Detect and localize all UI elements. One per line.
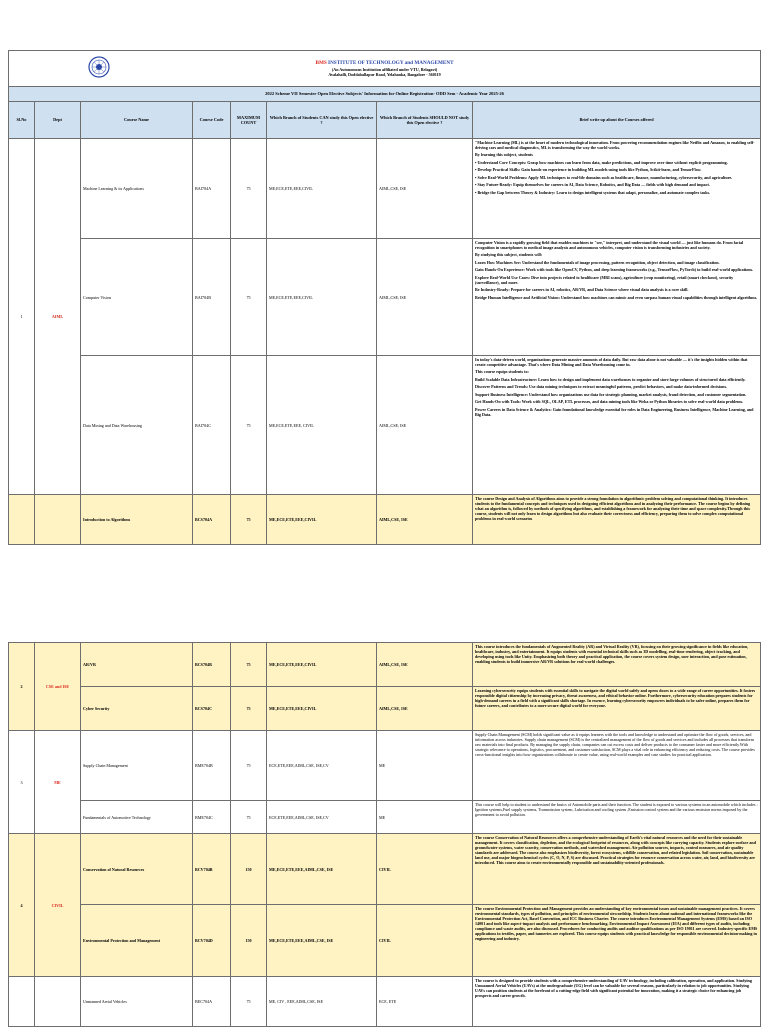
can-study: ME,ECE,ETE,EEE,AIML,CSE, ISE	[267, 834, 377, 905]
max-count: 75	[231, 801, 267, 834]
can-study: ECE,ETE,EEE,AIML,CSE, ISE,CV	[267, 731, 377, 801]
course-code: BME704B	[193, 731, 231, 801]
course-code: BCV704B	[193, 834, 231, 905]
should-not-study: AIML,CSE, ISE	[377, 687, 473, 731]
max-count: 150	[231, 905, 267, 977]
should-not-study: AIML,CSE, ISE	[377, 356, 473, 495]
col-slno: Sl.No	[9, 102, 35, 139]
can-study: ME,ECE,ETE,EEE,CIVIL	[267, 687, 377, 731]
table-row	[9, 139, 761, 239]
slno-cell	[9, 977, 35, 1027]
table-row	[9, 495, 761, 545]
can-study: ECE,ETE,EEE,AIML,CSE, ISE,CV	[267, 801, 377, 834]
table-row	[9, 905, 761, 977]
dept-cell: ME	[35, 731, 81, 834]
max-count: 75	[231, 731, 267, 801]
course-name: Data Mining and Data Warehousing	[81, 356, 193, 495]
college-emblem-icon	[88, 56, 110, 78]
column-headers	[9, 102, 761, 139]
course-name: AR/VR	[81, 643, 193, 687]
can-study: ME,ECE,ETE,EEE,CIVIL	[267, 239, 377, 356]
should-not-study: AIML,CSE, ISE	[377, 239, 473, 356]
table-row	[9, 834, 761, 905]
should-not-study: CIVIL	[377, 834, 473, 905]
should-not-study: ME	[377, 801, 473, 834]
sheet-title: 2022 Scheme VII Semester Open Elective Subjects' Information for Online Registration- ODD Sem - Academic Year 2025-26	[9, 87, 761, 102]
dept-cell	[35, 495, 81, 545]
slno-cell: 1	[9, 139, 35, 495]
address: Avalahalli, Doddaballapur Road, Yelahanka, Bangalore - 560119	[328, 71, 441, 77]
electives-table-page-2	[8, 642, 761, 1027]
course-description: The course Design and Analysis of Algorithms aims to provide a strong foundation in algorithmic problem solving and computational thinking. It introduces students to the fundamental concepts and techniques used in designing efficient algorithms and in analyzing their performance. The course begins by defining what an algorithm is, followed by methods of specifying algorithms, and establishing a framework for analyzing their time and space complexity.Through this course, students will not only learn to design algorithms but also evaluate their correctness and efficiency, preparing them to solve complex computational problems in real-world scenarios	[473, 495, 761, 545]
can-study: ME, CIV , EEE,AIML,CSE, ISE	[267, 977, 377, 1027]
course-description: In today's data-driven world, organizations generate massive amounts of data daily. But raw data alone is not valuable — it's the insights hidden within that create competitive advantage. That's where Data Mining and Data Warehousing come in. This course equips students to: Build Scalable Data Infrastructure: Learn how to design and implement data warehouses to organize and store large volumes of structured data efficiently. Discover Patterns and Trends: Use data mining techniques to extract meaningful patterns, predict behaviors, and make data-informed decisions. Support Business Intelligence: Understand how organizations use data for strategic planning, market analysis, fraud detection, and customer segmentation. Get Hands-On with Tools: Work with SQL, OLAP, ETL processes, and data mining tools like Weka or Python libraries to solve real-world data problems. Power Careers in Data Science & Analytics: Gain foundational knowledge essential for roles in Data Engineering, Business Intelligence, Machine Learning, and Big Data.	[473, 356, 761, 495]
can-study: ME,ECE,ETE,EEE,CIVIL	[267, 139, 377, 239]
table-row	[9, 731, 761, 801]
should-not-study: AIML,CSE, ISE	[377, 495, 473, 545]
can-study: ME,ECE,ETE,EEE,CIVIL	[267, 643, 377, 687]
course-name: Fundamentals of Automotive Technology	[81, 801, 193, 834]
dept-cell: CIVIL	[35, 834, 81, 977]
slno-cell: 4	[9, 834, 35, 977]
should-not-study: ECE, ETE	[377, 977, 473, 1027]
course-code: BCS704C	[193, 687, 231, 731]
course-name: Computer Vision	[81, 239, 193, 356]
course-code: BCS704A	[193, 495, 231, 545]
sheet-page-1	[8, 50, 761, 545]
can-study: ME,ECE,ETE,EEE, CIVIL	[267, 356, 377, 495]
should-not-study: AIML,CSE, ISE	[377, 643, 473, 687]
col-should-not-study: Which Branch of Students SHOULD NOT study this Open elective ?	[377, 102, 473, 139]
col-brief: Brief write up about the Courses offered	[473, 102, 761, 139]
course-name: Environmental Protection and Management	[81, 905, 193, 977]
col-course-name: Course Name	[81, 102, 193, 139]
max-count: 75	[231, 495, 267, 545]
can-study: ME,ECE,ETE,EEE,AIML,CSE, ISE	[267, 905, 377, 977]
sheet-page-2	[8, 642, 761, 1027]
course-name: Conservation of Natural Resources	[81, 834, 193, 905]
table-row	[9, 801, 761, 834]
course-description: The course is designed to provide students with a comprehensive understanding of UAV technology, including calibration, operation, and application. Studying Unmanned Aerial Vehicles (UAVs) at the undergraduate (UG) level can be valuable for several reasons, particularly in relation to job opportunities. Studying UAVs can position students at the forefront of a cutting-edge field with significant potential for innovation, making it a strategic choice for enhancing job prospects and career growth.	[473, 977, 761, 1027]
course-description: This course will help to student to understand the basics of Automobile parts and their function. The student is exposed to various systems in an automobile which includes : Ignition systems,Fuel supply systems, Transmission system, Lubrication and cooling system ,Emission control system and the various emission norms imposed by the government to avoid pollution.	[473, 801, 761, 834]
should-not-study: CIVIL	[377, 905, 473, 977]
max-count: 75	[231, 139, 267, 239]
max-count: 75	[231, 687, 267, 731]
course-description: Computer Vision is a rapidly growing field that enables machines to "see," interpret, and understand the visual world — just like humans do. From facial recognition in smartphones to medical image analysis and autonomous vehicles, computer vision is transforming industries and society. By studying this subject, students will: Learn How Machines See: Understand the fundamentals of image processing, pattern recognition, object detection, and image classification. Gain Hands-On Experience: Work with tools like OpenCV, Python, and deep learning frameworks (e.g., TensorFlow, PyTorch) to build real-world applications. Explore Real-World Use Cases: Dive into projects related to healthcare (MRI scans), agriculture (crop monitoring), retail (smart checkout), security (surveillance), and more. Be Industry-Ready: Prepare for careers in AI, robotics, AR/VR, and Data Science where visual data analysis is a core skill. Bridge Human Intelligence and Artificial Vision: Understand how machines can mimic and even surpass human visual capabilities through intelligent algorithms.	[473, 239, 761, 356]
max-count: 150	[231, 834, 267, 905]
slno-cell: 2	[9, 643, 35, 731]
course-code: BME704C	[193, 801, 231, 834]
course-code: BAI704B	[193, 239, 231, 356]
table-row	[9, 356, 761, 495]
institution-name: BMS INSTITUTE OF TECHNOLOGY and MANAGEMENT	[315, 60, 454, 67]
table-row	[9, 977, 761, 1027]
course-name: Unmanned Aerial Vehicles	[81, 977, 193, 1027]
col-can-study: Which Branch of Students CAN study this Open elective ?	[267, 102, 377, 139]
table-row	[9, 239, 761, 356]
should-not-study: AIML,CSE, ISE	[377, 139, 473, 239]
course-name: Supply Chain Management	[81, 731, 193, 801]
course-name: Machine Learning & its Applications	[81, 139, 193, 239]
course-description: The course Environmental Protection and Management provides an understanding of key environmental issues and sustainable management practices. It covers environmental standards, types of pollution, and principles of environmental stewardship. Students learn about national and international frameworks like the Environmental Protection Act, Basel Convention, and ICC Business Charter. The course introduces Environmental Management Systems (EMS) based on ISO 14001 and tools like aspect-impact analysis and performance benchmarking. Environmental Impact Assessment (EIA) and different types of audits, including compliance and waste audits, are also discussed. Procedures for conducting audits and auditor qualifications as per ISO 19011 are covered. Industry-specific EMS applications in textiles, paper, and tanneries are explored. This course equips students with practical knowledge for responsible environmental decision-making in engineering and industry.	[473, 905, 761, 977]
course-name: Cyber Security	[81, 687, 193, 731]
electives-table-page-1	[8, 50, 761, 545]
max-count: 75	[231, 977, 267, 1027]
course-description: This course introduces the fundamentals of Augmented Reality (AR) and Virtual Reality (VR), focusing on their growing significance in fields like education, healthcare, industry, and entertainment. It equips students with essential technical skills such as 3D modelling, real-time rendering, object tracking, and developing using tools like Unity. Emphasizing both theory and practical application, the course covers system design, user interaction, and pose estimation, enabling students to build immersive AR/VR solutions for real-world challenges.	[473, 643, 761, 687]
max-count: 75	[231, 356, 267, 495]
dept-cell	[35, 977, 81, 1027]
dept-cell: AIML	[35, 139, 81, 495]
should-not-study: ME	[377, 731, 473, 801]
course-code: BCV704D	[193, 905, 231, 977]
course-code: BAI704C	[193, 356, 231, 495]
course-code: BCS704B	[193, 643, 231, 687]
table-row	[9, 643, 761, 687]
can-study: ME,ECE,ETE,EEE,CIVIL	[267, 495, 377, 545]
col-max-count: MAXIMUM COUNT	[231, 102, 267, 139]
col-dept: Dept	[35, 102, 81, 139]
course-code: BAI704A	[193, 139, 231, 239]
table-row	[9, 687, 761, 731]
institution-header	[9, 51, 761, 87]
course-description: Learning cybersecurity equips students with essential skills to navigate the digital world safely and opens doors to a wide range of career opportunities. It fosters responsible digital citizenship by increasing privacy, threat awareness, and ethical behavior online. Furthermore, cybersecurity education prepares students for high-demand careers in a field with a significant skills shortage. In essence, learning cybersecurity empowers individuals to be safer online, prepares them for future careers, and contributes to a more secure digital world for everyone.	[473, 687, 761, 731]
course-code: BEC704A	[193, 977, 231, 1027]
col-course-code: Course Code	[193, 102, 231, 139]
course-description: Supply Chain Management (SCM) holds significant value as it equips learners with the tools and knowledge to understand and optimize the flow of goods, services, and information across industries. Supply chain management (SCM) is the centralized management of the flow of goods and services and includes all processes that transform raw materials into final products. By managing the supply chain, companies can cut excess costs and deliver products to the consumer faster and more efficiently.With strategic relevance to operations, logistics, procurement, and customer satisfaction, SCM plays a vital role in enhancing efficiency and reducing costs. The course provides cross-functional insights into how organizations collaborate to create value, using real-world examples and case studies for practical application.	[473, 731, 761, 801]
max-count: 75	[231, 643, 267, 687]
slno-cell	[9, 495, 35, 545]
course-name: Introduction to Algorithms	[81, 495, 193, 545]
course-description: The course Conservation of Natural Resources offers a comprehensive understanding of Earth's vital natural resources and the need for their sustainable management. It covers classification, depletion, and the ecological footprint of resources, along with concepts like carrying capacity. Students explore surface and groundwater systems, water scarcity, conservation methods, and watershed management. Air pollution sources, impacts, control measures, and air quality standards are addressed. The course also emphasizes biodiversity, forest ecosystems, wildlife conservation, and related legislation. Soil conservation, sustainable land use, and major biogeochemical cycles (C, O, N, P, S) are discussed. Practical strategies for resource conservation across water, air, land, and biodiversity are introduced. This course aims to create environmentally responsible and sustainability-oriented professionals.	[473, 834, 761, 905]
affiliation: (An Autonomous Institution affiliated under VTU, Belagavi)	[331, 66, 438, 72]
dept-cell: CSE and ISE	[35, 643, 81, 731]
slno-cell: 3	[9, 731, 35, 834]
max-count: 75	[231, 239, 267, 356]
course-description: "Machine Learning (ML) is at the heart of modern technological innovation. From powering recommendation engines like Netflix and Amazon, to enabling self-driving cars and medical diagnostics, ML is transforming the way the world works. By learning this subject, students • Understand Core Concepts: Grasp how machines can learn from data, make predictions, and improve over time without explicit programming. • Develop Practical Skills: Gain hands-on experience in building ML models using tools like Python, Scikit-learn, and TensorFlow. • Solve Real-World Problems: Apply ML techniques to real-life domains such as healthcare, finance, manufacturing, cybersecurity, and agriculture. • Stay Future-Ready: Equip themselves for careers in AI, Data Science, Robotics, and Big Data — fields with high demand and impact. • Bridge the Gap between Theory & Industry: Learn to design intelligent systems that adapt, personalize, and automate complex tasks.	[473, 139, 761, 239]
